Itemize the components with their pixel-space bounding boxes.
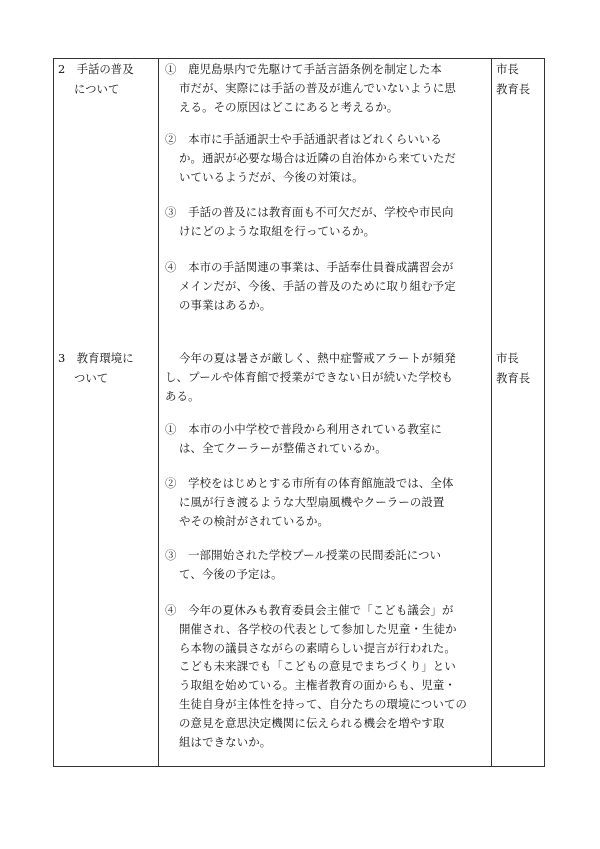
respondent-mayor: 市長 (496, 62, 519, 76)
column-divider-target (491, 59, 492, 766)
question-paragraph (165, 60, 491, 116)
intro-paragraph (165, 349, 491, 405)
text-line: 市だが、実際には手話の普及が進んでいないように思 (179, 80, 456, 95)
text-line: いているようだが、今後の対策は。 (179, 169, 364, 184)
text-line: けにどのような取組を行っているか。 (179, 223, 376, 238)
topic-title-line: 3 教育環境に (58, 351, 134, 365)
text-line: し、プールや体育館で授業ができない日が続いた学校も (165, 369, 453, 384)
respondent-mayor: 市長 (496, 351, 519, 365)
text-line: ① 鹿児島県内で先駆けて手話言語条例を制定した本 (165, 62, 442, 76)
text-line: か。通訳が必要な場合は近隣の自治体から来ていただ (179, 150, 456, 165)
respondent-superintendent: 教育長 (496, 82, 531, 96)
respondent-superintendent: 教育長 (496, 371, 531, 385)
text-line: 組はできないか。 (179, 734, 272, 749)
text-line: 今年の夏は暑さが厳しく、熱中症警戒アラートが頻発 (179, 351, 456, 365)
question-paragraph (165, 203, 491, 241)
topic-cell-2 (58, 59, 158, 99)
text-line: に風が行き渡るような大型扇風機やクーラーの設置 (179, 494, 445, 509)
text-line: ある。 (165, 388, 200, 403)
text-line: ② 学校をはじめとする市所有の体育館施設では、全体 (165, 476, 454, 490)
question-paragraph (165, 474, 491, 530)
text-line: ② 本市に手話通訳士や手話通訳者はどれくらいいる (165, 132, 442, 146)
text-line: メインだが、今後、手話の普及のために取り組む予定 (179, 278, 456, 293)
text-line: ③ 手話の普及には教育面も不可欠だが、学校や市民向 (165, 205, 454, 219)
text-line: て、今後の予定は。 (179, 566, 283, 581)
text-line: ① 本市の小中学校で普段から利用されている教室に (165, 422, 442, 436)
text-line: の意見を意思決定機関に伝えられる機会を増やす取 (179, 715, 445, 730)
question-paragraph (165, 130, 491, 186)
text-line: える。その原因はどこにあると考えるか。 (179, 99, 399, 114)
text-line: は、全てクーラーが整備されているか。 (179, 440, 387, 455)
column-divider-topic (158, 59, 159, 766)
text-line: 生徒自身が主体性を持って、自分たちの環境についての (179, 696, 468, 711)
question-paragraph (165, 546, 491, 584)
topic-cell-3 (58, 348, 158, 388)
text-line: ら本物の議員さながらの素晴らしい提言が行われた。 (179, 640, 456, 655)
text-line: ④ 本市の手話関連の事業は、手話奉仕員養成講習会が (165, 260, 454, 274)
text-line: う取組を始めている。主権者教育の面からも、児童・ (179, 678, 456, 693)
text-line: こども未来課でも「こどもの意見でまちづくり」とい (179, 659, 456, 674)
text-line: 開催され、各学校の代表として参加した児童・生徒か (179, 621, 457, 636)
text-line: ③ 一部開始された学校プール授業の民間委託につい (165, 548, 442, 562)
respondent-cell-3 (496, 348, 542, 388)
question-paragraph (165, 258, 491, 314)
question-paragraph (165, 601, 491, 751)
question-paragraph (165, 420, 491, 458)
topic-title-line: について (74, 82, 120, 96)
topic-title-line: 2 手話の普及 (58, 62, 134, 76)
text-line: ④ 今年の夏休みも教育委員会主催で「こども議会」が (165, 603, 454, 617)
text-line: やその検討がされているか。 (179, 513, 330, 528)
topic-title-line: ついて (74, 371, 109, 385)
respondent-cell-2 (496, 59, 542, 99)
text-line: の事業はあるか。 (179, 297, 272, 312)
